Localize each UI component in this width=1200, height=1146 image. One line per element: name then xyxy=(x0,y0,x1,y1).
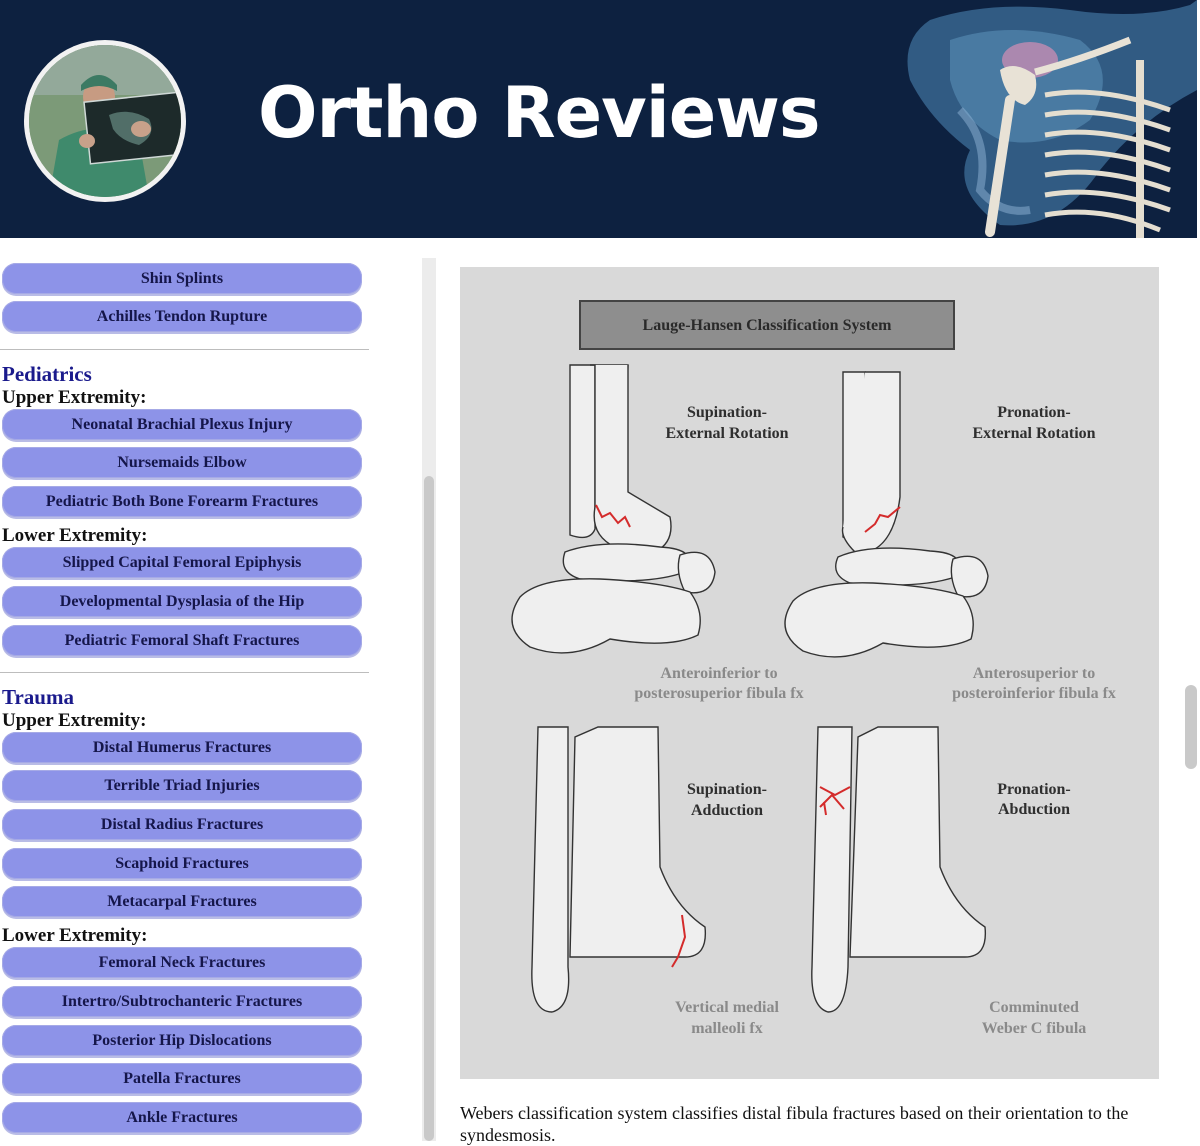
panel-3-label-2: Adduction xyxy=(690,802,764,819)
doctor-reviewing-xray-icon xyxy=(24,40,186,202)
panel-2-desc-1: Anterosuperior to xyxy=(972,665,1096,682)
nav-intertro-subtrochanteric[interactable]: Intertro/Subtrochanteric Fractures xyxy=(2,986,362,1017)
panel-2-label-2: External Rotation xyxy=(972,425,1096,442)
panel-4-desc-2: Weber C fibula xyxy=(981,1020,1087,1037)
trauma-upper-label: Upper Extremity: xyxy=(2,710,147,731)
nav-scaphoid[interactable]: Scaphoid Fractures xyxy=(2,848,362,879)
panel-3-desc-2: malleoli fx xyxy=(691,1020,763,1037)
pediatrics-lower-label: Lower Extremity: xyxy=(2,525,148,546)
nav-ankle[interactable]: Ankle Fractures xyxy=(2,1102,362,1133)
sidebar-divider xyxy=(0,672,369,673)
shoulder-skeleton-art-icon xyxy=(840,0,1197,238)
panel-3-label-1: Supination- xyxy=(686,781,768,798)
lauge-hansen-figure xyxy=(460,267,1159,1079)
panel-2-desc-2: posteroinferior fibula fx xyxy=(952,685,1116,702)
nav-posterior-hip-dislocations[interactable]: Posterior Hip Dislocations xyxy=(2,1025,362,1056)
nav-patella[interactable]: Patella Fractures xyxy=(2,1063,362,1094)
panel-2-label-1: Pronation- xyxy=(997,404,1071,421)
nav-femoral-neck[interactable]: Femoral Neck Fractures xyxy=(2,947,362,978)
panel-1-desc-1: Anteroinferior to xyxy=(660,665,778,682)
panel-4-desc-1: Comminuted xyxy=(989,999,1079,1016)
section-title-trauma: Trauma xyxy=(2,685,74,709)
site-header xyxy=(0,0,1197,238)
panel-4-label-1: Pronation- xyxy=(997,781,1071,798)
nav-shin-splints[interactable]: Shin Splints xyxy=(2,263,362,294)
trauma-lower-label: Lower Extremity: xyxy=(2,925,148,946)
figure-title: Lauge-Hansen Classification System xyxy=(642,317,892,334)
nav-metacarpal[interactable]: Metacarpal Fractures xyxy=(2,886,362,917)
panel-1-desc-2: posterosuperior fibula fx xyxy=(634,685,804,702)
page-scroll-thumb[interactable] xyxy=(1185,685,1197,769)
nav-distal-radius[interactable]: Distal Radius Fractures xyxy=(2,809,362,840)
sidebar-divider xyxy=(0,349,369,350)
nav-achilles-tendon-rupture[interactable]: Achilles Tendon Rupture xyxy=(2,301,362,332)
nav-neonatal-brachial-plexus[interactable]: Neonatal Brachial Plexus Injury xyxy=(2,409,362,440)
panel-3-desc-1: Vertical medial xyxy=(675,999,779,1016)
sidebar-scroll-thumb[interactable] xyxy=(424,476,434,1141)
main-content xyxy=(440,238,1180,1145)
nav-developmental-dysplasia-hip[interactable]: Developmental Dysplasia of the Hip xyxy=(2,586,362,617)
pediatrics-upper-label: Upper Extremity: xyxy=(2,387,147,408)
section-title-pediatrics: Pediatrics xyxy=(2,362,92,386)
sidebar-nav xyxy=(0,238,372,1141)
panel-1-label-2: External Rotation xyxy=(665,425,789,442)
panel-1-label-1: Supination- xyxy=(686,404,768,421)
figure-caption: Webers classification system classifies distal fibula fractures based on their orientation to the syndesmosis. xyxy=(460,1103,1129,1145)
nav-pediatric-femoral-shaft[interactable]: Pediatric Femoral Shaft Fractures xyxy=(2,625,362,656)
panel-4-label-2: Abduction xyxy=(997,801,1071,818)
nav-slipped-capital-femoral[interactable]: Slipped Capital Femoral Epiphysis xyxy=(2,547,362,578)
nav-distal-humerus[interactable]: Distal Humerus Fractures xyxy=(2,732,362,763)
nav-terrible-triad[interactable]: Terrible Triad Injuries xyxy=(2,770,362,801)
site-title[interactable]: Ortho Reviews xyxy=(258,72,820,154)
nav-nursemaids-elbow[interactable]: Nursemaids Elbow xyxy=(2,447,362,478)
nav-pediatric-both-bone-forearm[interactable]: Pediatric Both Bone Forearm Fractures xyxy=(2,486,362,517)
